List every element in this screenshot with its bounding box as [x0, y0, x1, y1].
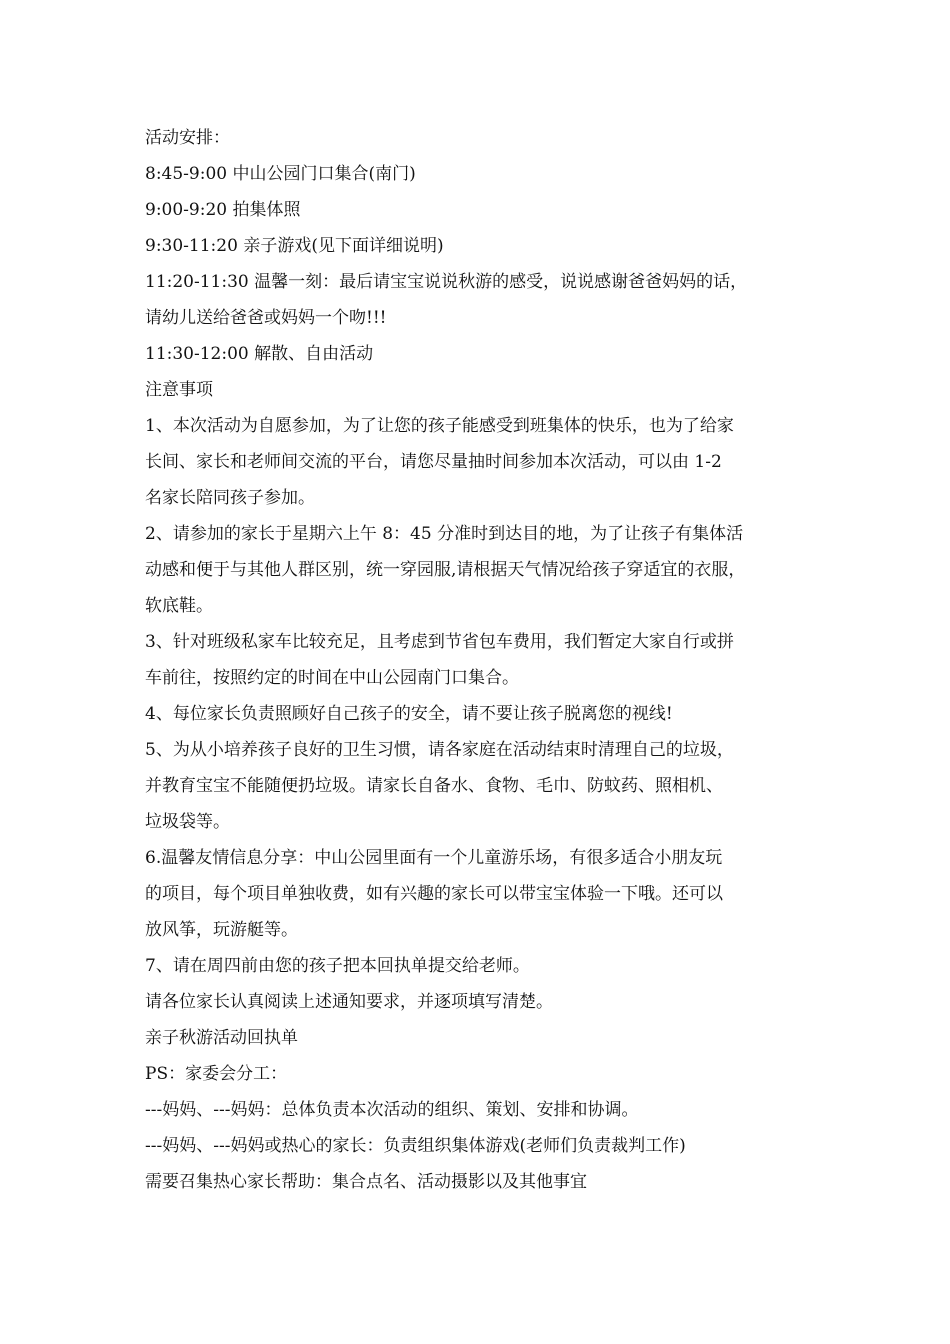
note-5-line-3: 垃圾袋等。 — [145, 812, 230, 832]
schedule-item-games: 9:30-11:20 亲子游戏(见下面详细说明) — [145, 236, 444, 256]
committee-duty-1: ---妈妈、---妈妈：总体负责本次活动的组织、策划、安排和协调。 — [145, 1100, 639, 1120]
reading-request: 请各位家长认真阅读上述通知要求，并逐项填写清楚。 — [145, 992, 553, 1012]
note-6-line-3: 放风筝，玩游艇等。 — [145, 920, 298, 940]
committee-duty-2: ---妈妈、---妈妈或热心的家长：负责组织集体游戏(老师们负责裁判工作) — [145, 1136, 686, 1156]
note-2-line-1: 2、请参加的家长于星期六上午 8：45 分准时到达目的地，为了让孩子有集体活 — [145, 524, 744, 544]
note-3-line-2: 车前往，按照约定的时间在中山公园南门口集合。 — [145, 668, 519, 688]
schedule-item-warm-moment: 11:20-11:30 温馨一刻：最后请宝宝说说秋游的感受，说说感谢爸爸妈妈的话， — [145, 272, 748, 292]
note-5-line-2: 并教育宝宝不能随便扔垃圾。请家长自备水、食物、毛巾、防蚊药、照相机、 — [145, 776, 723, 796]
ps-heading: PS：家委会分工： — [145, 1064, 288, 1084]
document-body — [145, 120, 810, 1200]
receipt-title: 亲子秋游活动回执单 — [145, 1028, 298, 1048]
note-6-line-1: 6.温馨友情信息分享：中山公园里面有一个儿童游乐场，有很多适合小朋友玩 — [145, 848, 723, 868]
volunteer-request: 需要召集热心家长帮助：集合点名、活动摄影以及其他事宜 — [145, 1172, 587, 1192]
note-1-line-3: 名家长陪同孩子参加。 — [145, 488, 315, 508]
note-1-line-2: 长间、家长和老师间交流的平台，请您尽量抽时间参加本次活动，可以由 1-2 — [145, 452, 722, 472]
notes-heading: 注意事项 — [145, 380, 213, 400]
note-5-line-1: 5、为从小培养孩子良好的卫生习惯，请各家庭在活动结束时清理自己的垃圾， — [145, 740, 734, 760]
schedule-heading: 活动安排： — [145, 128, 230, 148]
note-3-line-1: 3、针对班级私家车比较充足，且考虑到节省包车费用，我们暂定大家自行或拼 — [145, 632, 734, 652]
note-4: 4、每位家长负责照顾好自己孩子的安全，请不要让孩子脱离您的视线! — [145, 704, 673, 724]
note-1-line-1: 1、本次活动为自愿参加，为了让您的孩子能感受到班集体的快乐，也为了给家 — [145, 416, 734, 436]
schedule-item-dismissal: 11:30-12:00 解散、自由活动 — [145, 344, 374, 364]
schedule-item-gathering: 8:45-9:00 中山公园门口集合(南门) — [145, 164, 416, 184]
note-7: 7、请在周四前由您的孩子把本回执单提交给老师。 — [145, 956, 530, 976]
schedule-item-warm-moment-cont: 请幼儿送给爸爸或妈妈一个吻!!! — [145, 308, 387, 328]
note-2-line-2: 动感和便于与其他人群区别，统一穿园服,请根据天气情况给孩子穿适宜的衣服， — [145, 560, 746, 580]
schedule-item-group-photo: 9:00-9:20 拍集体照 — [145, 200, 301, 220]
note-2-line-3: 软底鞋。 — [145, 596, 213, 616]
note-6-line-2: 的项目，每个项目单独收费，如有兴趣的家长可以带宝宝体验一下哦。还可以 — [145, 884, 723, 904]
